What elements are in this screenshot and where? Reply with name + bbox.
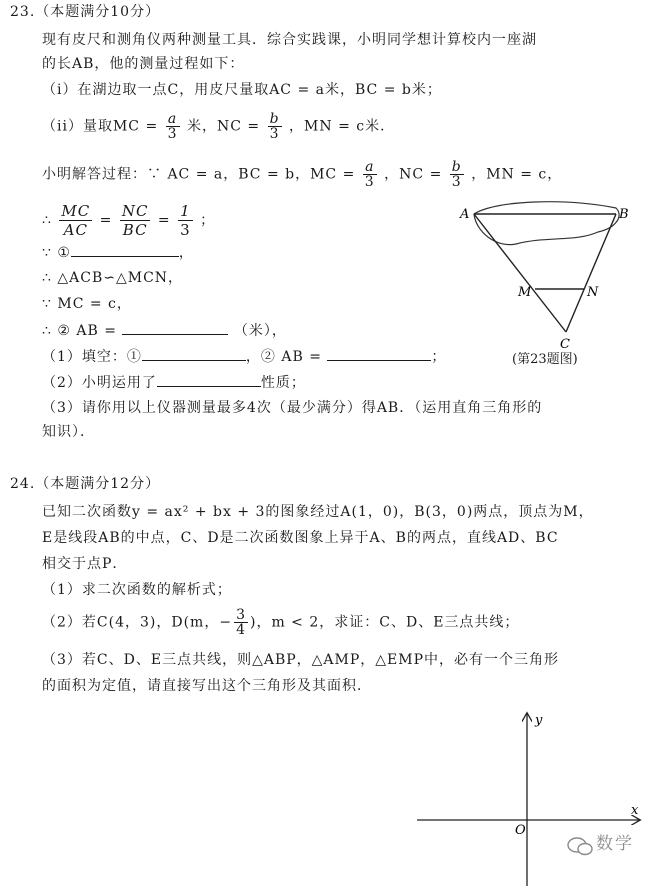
- fill-blank-3[interactable]: [157, 372, 261, 387]
- q24-part-1: （1）求二次函数的解析式；: [42, 582, 232, 598]
- label-c: C: [560, 337, 570, 352]
- label-a: A: [460, 207, 470, 222]
- segment-bc: [566, 214, 616, 332]
- q24-line3: 相交于点P．: [42, 556, 128, 572]
- segment-ac: [474, 214, 566, 332]
- q23-step-i: （i）在湖边取一点C，用皮尺量取AC = a米，BC = b米；: [42, 82, 442, 98]
- part2-text-b: 性质；: [260, 375, 306, 391]
- q23-because-mc: ∵ MC = c，: [42, 296, 132, 312]
- coordinate-axes: [405, 708, 645, 888]
- therefore-ab-text: ∴ ② AB =: [42, 323, 117, 339]
- solution-text-a: 小明解答过程：∵ AC = a，BC = b，MC =: [42, 166, 356, 183]
- q23-header: 23.（本题满分10分）: [10, 4, 161, 20]
- part2-text-a: （2）小明运用了: [42, 375, 157, 391]
- fraction-a-over-3-b: $\frac{a}{3}$: [364, 159, 375, 190]
- part2-text-a: （2）若C(4，3)，D(m，−: [42, 614, 233, 631]
- step-ii-text-a: （ii）量取MC =: [42, 118, 159, 135]
- fill-blank-2[interactable]: [327, 346, 431, 361]
- answer-blank-ab[interactable]: [122, 320, 228, 335]
- q23-because-1: [42, 242, 194, 263]
- because-circle-1: ∵ ①: [42, 245, 71, 261]
- q23-part-1: [42, 346, 446, 367]
- q23-therefore-ab: [42, 320, 287, 341]
- q23-similar-triangles: ∴ △ACB∽△MCN，: [42, 270, 184, 286]
- fraction-one-third: $\frac{1}{3}$: [180, 202, 191, 239]
- label-m: M: [518, 285, 532, 300]
- watermark: [566, 832, 638, 860]
- q23-solution-intro: [42, 160, 562, 189]
- q23-part-2: [42, 372, 306, 393]
- fraction-b-over-3-b: $\frac{b}{3}$: [451, 159, 462, 190]
- fraction-b-over-3: $\frac{b}{3}$: [269, 111, 280, 142]
- fill-blank-1[interactable]: [142, 346, 246, 361]
- fraction-mc-ac: $\frac{MC}{AC}$: [61, 202, 91, 239]
- q23-intro-line1: 现有皮尺和测角仪两种测量工具．综合实践课，小明同学想计算校内一座湖: [42, 32, 537, 48]
- fraction-3-over-4: $\frac{3}{4}$: [236, 607, 246, 638]
- q24-part-3-line1: （3）若C、D、E三点共线，则△ABP，△AMP，△EMP中，必有一个三角形: [42, 652, 560, 668]
- equals-sign-2: =: [157, 212, 171, 229]
- step-ii-text-b: 米，NC =: [187, 118, 261, 135]
- therefore-symbol: ∴: [42, 212, 52, 229]
- solution-text-c: ，MN = c，: [471, 166, 563, 183]
- step-ii-text-c: ，MN = c米．: [289, 118, 396, 135]
- figure-23-diagram: [456, 192, 631, 362]
- part1-text-b: ，② AB =: [245, 349, 322, 365]
- q24-line2: E是线段AB的中点，C、D是二次函数图象上异于A、B的两点，直线AD、BC: [42, 530, 559, 546]
- figure-23-caption: (第23题图): [512, 352, 578, 367]
- q23-part-3-line1: （3）请你用以上仪器测量最多4次（最少满分）得AB．（运用直角三角形的: [42, 400, 543, 416]
- part1-text-c: ；: [431, 349, 447, 365]
- part2-text-b: )，m < 2，求证：C、D、E三点共线；: [249, 614, 520, 631]
- label-n: N: [587, 285, 599, 300]
- label-b: B: [619, 207, 629, 222]
- fraction-a-over-3: $\frac{a}{3}$: [167, 111, 178, 142]
- y-axis-label: y: [535, 713, 543, 728]
- meter-unit: （米），: [233, 323, 287, 339]
- q24-part-2: [42, 608, 519, 637]
- equals-sign: =: [99, 212, 113, 229]
- solution-text-b: ，NC =: [384, 166, 443, 183]
- fraction-nc-bc: $\frac{NC}{BC}$: [121, 202, 149, 239]
- chat-bubble-icon: [566, 834, 594, 858]
- watermark-text: 数学: [596, 834, 634, 854]
- q23-part-3-line2: 知识）．: [42, 424, 95, 440]
- part1-text-a: （1）填空：①: [42, 349, 142, 365]
- q23-intro-line2: 的长AB，他的测量过程如下：: [42, 56, 245, 72]
- q24-line1: 已知二次函数y = ax² + bx + 3的图象经过A(1，0)，B(3，0)两点，顶点为M，: [42, 504, 594, 520]
- origin-label: O: [515, 823, 526, 838]
- q24-header: 24.（本题满分12分）: [10, 476, 161, 492]
- x-axis-label: x: [631, 803, 639, 818]
- comma: ，: [178, 245, 194, 261]
- q24-part-3-line2: 的面积为定值，请直接写出这个三角形及其面积．: [42, 678, 372, 694]
- lake-outline: [474, 202, 619, 245]
- q23-step-ii: [42, 112, 395, 141]
- q23-ratio-line: [42, 202, 215, 239]
- semicolon: ；: [200, 212, 216, 229]
- answer-blank-1[interactable]: [71, 242, 179, 257]
